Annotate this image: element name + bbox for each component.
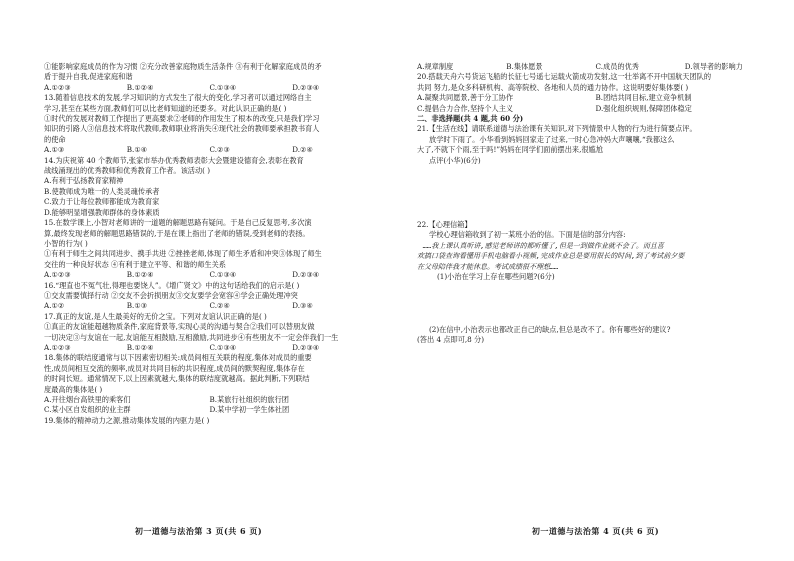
question-16: 16.“理直也不冤气壮,得理也要饶人”。《增广贤文》中的这句话给我们的启示是( ) [44,280,300,290]
question-17: 17.真正的友谊,是人生最美好的无价之宝。下列对友谊认识正确的是( ) [44,311,267,321]
option-b: B.团结共同目标,建立竞争机制 [595,93,692,103]
option-b: B.①②④ [126,270,154,280]
option-c: C.②④ [209,301,230,311]
scenario-text: 大了,不就下个雨,至于吗!”妈妈在同学们面前摆出来,很尴尬 [417,145,603,155]
question-18: 18.集体的联结度通常与以下因素密切相关:成员间相互关联的程度,集体对成员的重要 [44,353,312,363]
answer-options-q16 [44,301,375,311]
option-b: B.①④ [126,145,148,155]
page-footer: 初一道德与法治第 4 页(共 6 页) [531,526,660,536]
answer-prompt: 点评(小华)(6分) [429,155,481,165]
answer-options-q20-row2 [417,104,774,114]
text-line: ①有利于师生之间共同进步、携手共进 ②挫挫老师,体现了师生矛盾和冲突③体现了师生 [44,249,322,259]
option-a: A.①②③ [44,342,71,352]
page-footer: 初一道德与法治第 3 页(共 6 页) [134,526,263,536]
answer-options-q15 [44,270,375,280]
text-line: 知识的引路人③信息技术将取代教师,教师职业将消失④现代社会的教师要承担教书育人 [44,124,320,134]
text-line: 学习,甚至在某些方面,教师们可以比老师知道的还要多。对此认识正确的是( ) [44,103,287,113]
option-a: A.开往烟台高铁里的乘客们 [44,395,131,404]
letter-text: 在父母陪伴我才能休息。考试成绩很不理想…… [417,262,559,271]
answer-space[interactable] [417,166,774,220]
text-line: 的使命 [44,134,66,144]
option-d: D.②④ [292,145,313,155]
option-c: C.成员的优秀 [595,62,639,71]
text-line: 一切决定③与友谊在一起,友谊能互相鼓励,互相激励,共同进步④有些朋友不一定会伴我们一生 [44,332,339,342]
text-line: 度最高的集体是( ) [44,384,103,394]
text-line: ①能影响家庭成员的作为习惯 ②充分改善家庭物质生活条件 ③有利于化解家庭成员的矛 [44,62,322,71]
option-b: B.①②④ [126,342,154,352]
option-c: C.某小区自发组织的业主群 [44,405,131,415]
question-14: 14.为庆祝第 40 个教师节,张家市举办优秀教师表彰大会暨建设德育会,表彰在教育 [44,155,304,165]
option-d: D.③④ [292,301,313,311]
option-b: B.①③ [126,301,148,311]
option-b: B.①②④ [126,82,154,92]
option-d: D.能够明显增强教师群体的身体素质 [44,207,160,217]
sub-question-2: (2)在信中,小治表示也都改正自己的缺点,但总是改不了。你有哪些好的建议? [429,324,671,334]
option-a: A.凝聚共同愿景,善于分工协作 [417,93,514,103]
sub-question-1: (1)小治在学习上存在哪些问题?(6分) [437,272,555,282]
text-line: 算,最终发现老师的解题思路错误的,于是在课上指出了老师的错误,受到老师的表扬。 [44,228,310,238]
answer-options-q18-row2 [44,405,375,415]
question-22: 22.【心理信箱】 [417,220,472,230]
option-d: D.强化组织规则,保障团体稳定 [595,103,692,113]
exam-page-4 [397,0,794,561]
option-a: A.①③ [44,145,65,155]
option-a: A.有利于弘扬教育家精神 [44,176,124,186]
option-a: A.①②③ [44,82,71,92]
text-line: (答出 4 点即可,8 分) [417,334,485,344]
option-b: B.某旅行社组织的旅行团 [209,395,289,404]
question-15: 15.在数学课上,小智对老师讲的一道题的解题思路有疑问。于是自己反复思考,多次演 [44,218,312,228]
option-d: D.某中学初一学生体社团 [209,405,290,415]
answer-options-q13 [44,145,375,155]
option-b: B.集体愿景 [506,62,543,71]
option-a: A.规章制度 [417,62,454,71]
option-c: C.①③④ [209,82,237,92]
option-d: D.②③④ [292,270,320,280]
option-d: D.②③④ [292,82,320,92]
section-heading: 二、非选择题(共 4 题,共 60 分) [417,114,524,124]
option-c: C.①③④ [209,270,237,280]
text-line: 共同 努力,是众多科研机构、高等院校、各地和人员的通力协作。这说明要好集体要( ) [417,82,689,92]
answer-options-q17 [44,343,375,353]
question-19: 19.集体的精神动力之源,推动集体发展的内驱力是( ) [44,415,210,425]
text-line: 交往的一种良好状态 ④有利于建立平等、和谐的师生关系 [44,259,226,269]
answer-options-q12 [44,83,375,93]
question-13: 13.随着信息技术的发展,学习知识的方式发生了很大的变化,学习者可以通过网络自主 [44,93,312,103]
option-c: C.②③ [209,145,230,155]
text-line: ①交友需要慎择行动 ②交友不会折损朋友③交友要学会宽容④学会正确处理冲突 [44,290,298,300]
option-c: C.提倡合力合作,坚持个人主义 [417,103,514,113]
option-d: D.领导者的影响力 [684,62,743,71]
answer-options-q19 [417,62,774,72]
option-c: C.致力于让每位教师都能成为教育家 [44,197,160,207]
text-line: 盾于提升自我,促进家庭和谐 [44,72,133,82]
option-d: D.②③④ [292,342,320,352]
text-line: 小智的行为( ) [44,238,88,248]
option-a: A.①②③ [44,270,71,280]
text-line: 的时间长短。通常情况下,以上因素就越大,集体的联结度就越高。据此判断,下列联结 [44,374,310,384]
text-line: 战线涌现出的优秀教师和优秀教育工作者。该活动( ) [44,166,211,176]
option-c: C.①③④ [209,342,237,352]
option-a: A.①② [44,301,65,311]
question-21: 21.【生活在线】请联系道德与法治课有关知识,对下列情景中人物的行为进行简要点评。 [417,124,697,134]
text-line: ①真正的友谊能超越物质条件,家庭背景等,实现心灵的沟通与契合②我们可以替朋友做 [44,322,315,332]
question-intro: 学校心理信箱收到了初一某班小治的信。下面是信的部分内容: [429,230,626,240]
scenario-text: 放学时下雨了。小华看到妈妈回家走了过来,一时心急冲妈大声嚷嚷,“我都这么 [429,134,675,144]
question-20: 20.搭载天舟六号货运飞船的长征七号遥七运载火箭成功发射,这一壮举离不开中国航天团队的 [417,72,712,82]
text-line: ①时代的发展对教师工作提出了更高要求②老师的作用发生了根本的改变,只是我们学习 [44,114,320,124]
letter-text: 欢搞口袋查询看懂用手机电脑看小视频,完成作业总是要用很长的时间,到了考试前夕要 [417,252,685,261]
text-line: 性,成员间相互交流的频率,成员对共同目标的共识程度,成员间的默契程度,集体存在 [44,363,305,373]
answer-options-q18-row1 [44,395,375,405]
letter-text: ……我上课认真听讲,感觉老师讲的都听懂了,但是一到做作业就不会了。而且喜 [423,241,664,250]
option-b: B.使教师成为唯一的人类灵魂传承者 [44,186,160,196]
answer-options-q20-row1 [417,93,774,103]
answer-space[interactable] [417,283,774,325]
